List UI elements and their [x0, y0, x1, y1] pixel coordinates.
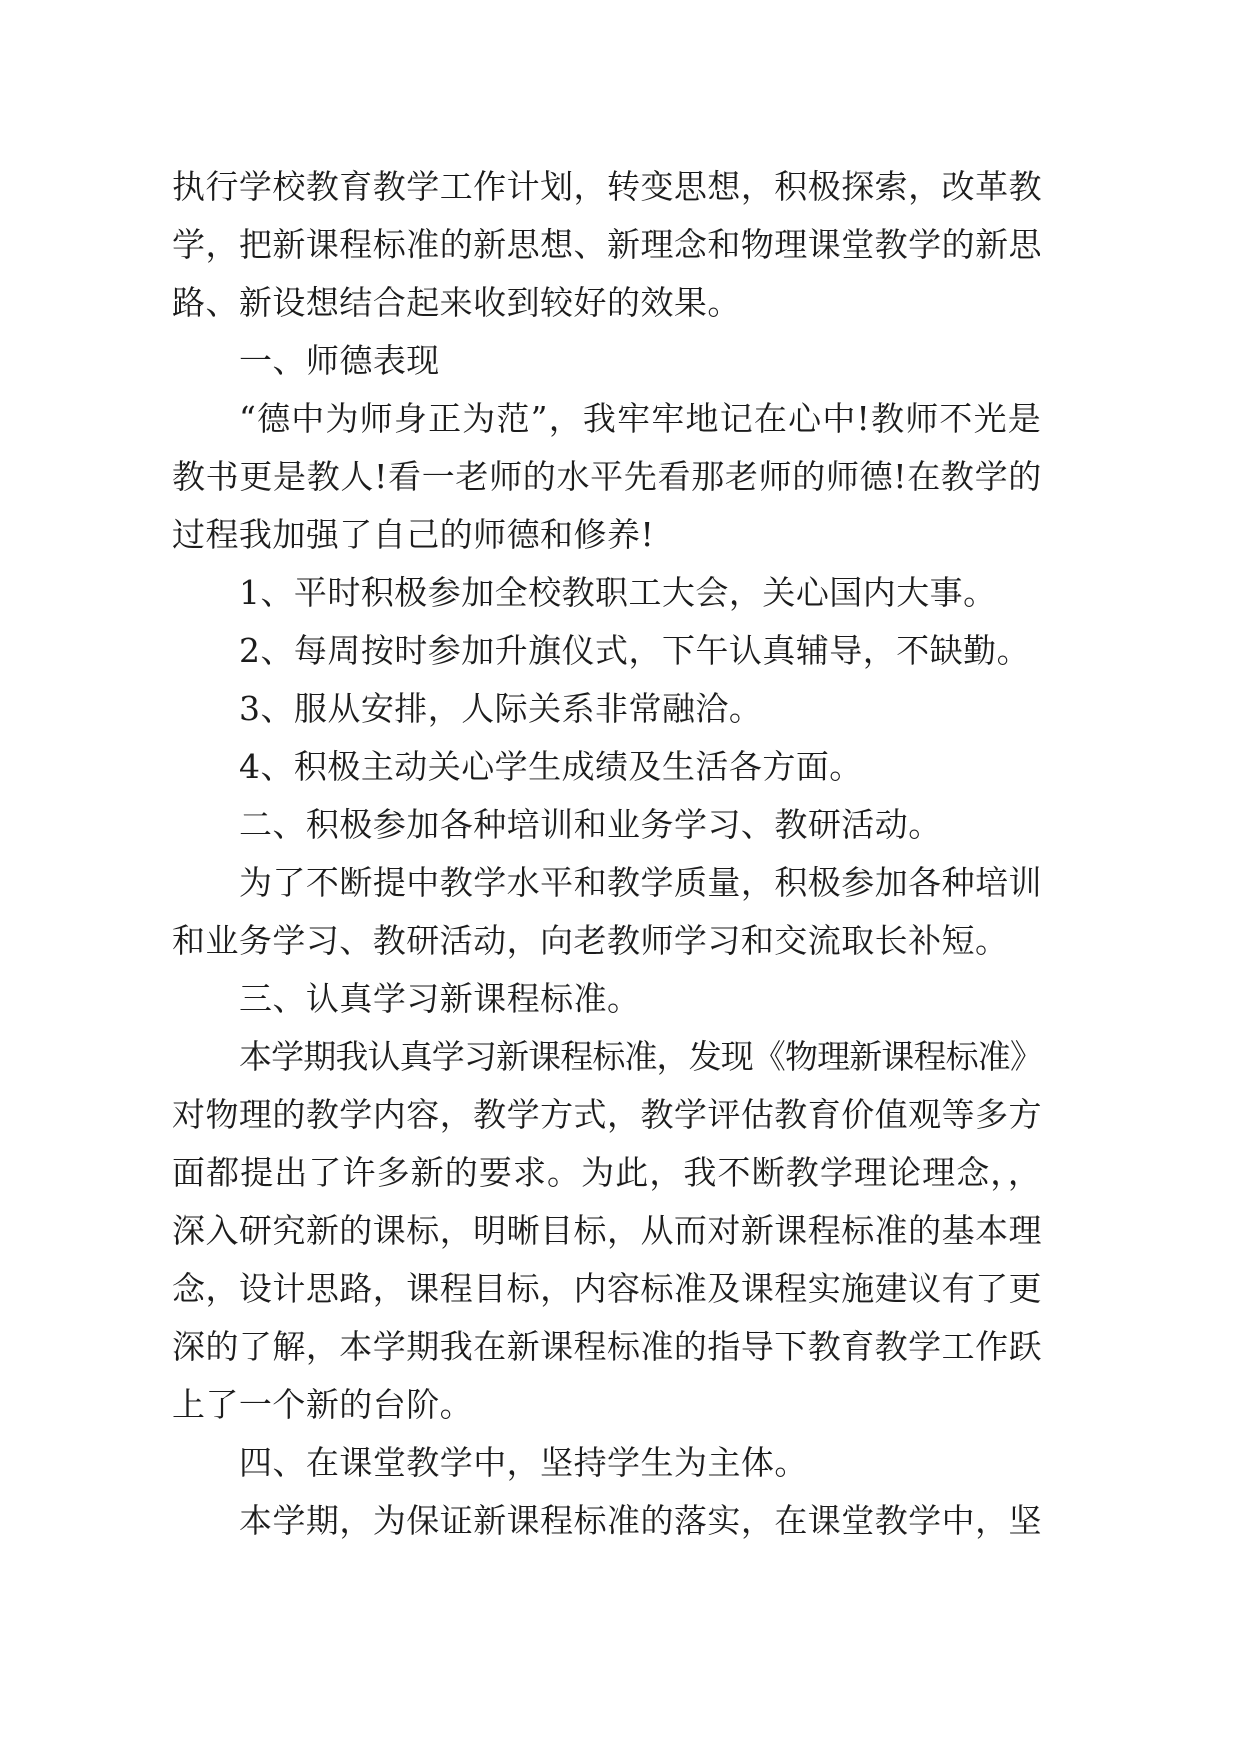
- text-line: 二、积极参加各种培训和业务学习、教研活动。: [239, 805, 942, 844]
- paragraph: [172, 158, 1042, 332]
- text-line: 为了不断提中教学水平和教学质量，积极参加各种培训: [239, 863, 1042, 902]
- text-line: 执行学校教育教学工作计划，转变思想，积极探索，改革教: [172, 167, 1042, 206]
- text-line: 4、积极主动关心学生成绩及生活各方面。: [239, 747, 863, 786]
- text-line: 上了一个新的台阶。: [172, 1385, 474, 1424]
- text-line: 面都提出了许多新的要求。为此，我不断教学理论理念，，: [172, 1153, 1042, 1192]
- paragraph: [172, 1028, 1042, 1434]
- text-line: 1、平时积极参加全校教职工大会，关心国内大事。: [239, 573, 997, 612]
- list-item: [172, 564, 1042, 622]
- list-item: [172, 680, 1042, 738]
- text-line: 和业务学习、教研活动，向老教师学习和交流取长补短。: [172, 921, 1009, 960]
- text-line: 一、师德表现: [239, 341, 440, 380]
- paragraph: [172, 390, 1042, 564]
- section-heading: [172, 332, 1042, 390]
- text-line: 路、新设想结合起来收到较好的效果。: [172, 283, 741, 322]
- text-line: 深入研究新的课标，明晰目标，从而对新课程标准的基本理: [172, 1211, 1042, 1250]
- list-item: [172, 622, 1042, 680]
- text-line: 对物理的教学内容，教学方式，教学评估教育价值观等多方: [172, 1095, 1042, 1134]
- paragraph: [172, 1492, 1042, 1550]
- text-line: 念，设计思路，课程目标，内容标准及课程实施建议有了更: [172, 1269, 1042, 1308]
- text-line: 3、服从安排，人际关系非常融洽。: [239, 689, 763, 728]
- list-item: [172, 738, 1042, 796]
- text-line: 三、认真学习新课程标准。: [239, 979, 641, 1018]
- text-line: 教书更是教人!看一老师的水平先看那老师的师德!在教学的: [172, 457, 1042, 496]
- text-line: 四、在课堂教学中，坚持学生为主体。: [239, 1443, 808, 1482]
- paragraph: [172, 854, 1042, 970]
- text-line: 深的了解，本学期我在新课程标准的指导下教育教学工作跃: [172, 1327, 1042, 1366]
- text-line: 过程我加强了自己的师德和修养!: [172, 515, 655, 554]
- document-body: [172, 158, 1042, 1550]
- text-line: 2、每周按时参加升旗仪式，下午认真辅导，不缺勤。: [239, 631, 1031, 670]
- text-line: 本学期，为保证新课程标准的落实，在课堂教学中，坚: [239, 1501, 1042, 1540]
- text-line: 学，把新课程标准的新思想、新理念和物理课堂教学的新思: [172, 225, 1042, 264]
- text-line: “德中为师身正为范”，我牢牢地记在心中!教师不光是: [239, 399, 1042, 438]
- section-heading: [172, 1434, 1042, 1492]
- section-heading: [172, 796, 1042, 854]
- section-heading: [172, 970, 1042, 1028]
- text-line: 本学期我认真学习新课程标准，发现《物理新课程标准》: [239, 1037, 1043, 1076]
